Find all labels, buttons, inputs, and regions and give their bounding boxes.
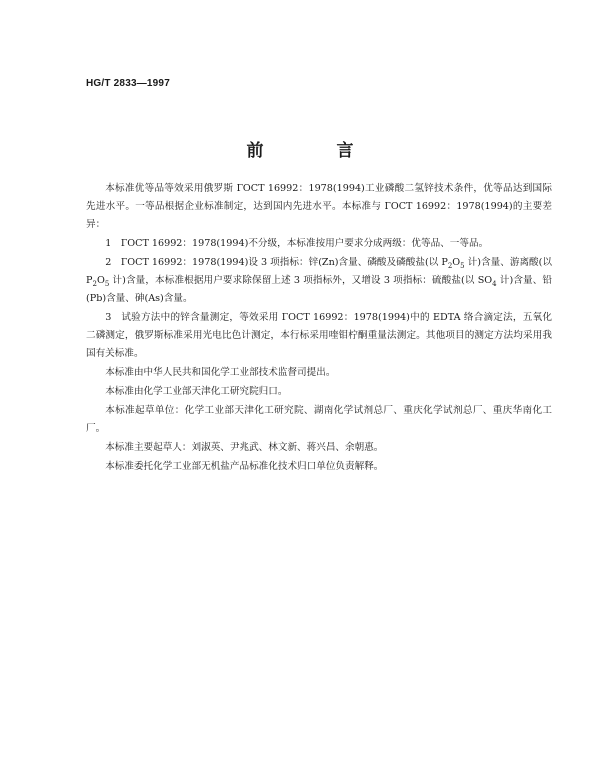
difference-item-3: 3 试验方法中的锌含量测定，等效采用 ГОСТ 16992：1978(1994)中的 EDTA 络合滴定法，五氧化二磷测定，俄罗斯标准采用光电比色计测定，本行标采用喹钼柠酮重量法测定。其他项目的测定方法均采用我国有关标准。 — [86, 312, 552, 359]
drafters-paragraph: 本标准主要起草人：刘淑英、尹兆武、林文新、蒋兴昌、余朝惠。 — [105, 442, 384, 453]
difference-item-2: 2 ГОСТ 16992：1978(1994)设 3 项指标：锌(Zn)含量、磷酸及磷酸盐(以 $P_2O_5$ 计)含量、游离酸(以 $P_2O_5$ 计)含量，本标准根据用户要求除保留上述 3 项指标外，又增设 3 项指标：硫酸盐(以 $SO_4$ 计)含量、铅(Pb)含量、砷(As)含量。 — [86, 257, 552, 304]
interpretation-paragraph: 本标准委托化学工业部无机盐产品标准化技术归口单位负责解释。 — [105, 461, 384, 472]
standard-code: HG/T 2833—1997 — [86, 78, 170, 89]
difference-item-1: 1 ГОСТ 16992：1978(1994)不分级，本标准按用户要求分成两级：优等品、一等品。 — [105, 238, 489, 249]
page-title: 前 言 — [246, 141, 382, 161]
proposer-paragraph: 本标准由中华人民共和国化学工业部技术监督司提出。 — [105, 367, 336, 378]
document-body — [86, 180, 552, 477]
intro-paragraph: 本标准优等品等效采用俄罗斯 ГОСТ 16992：1978(1994)工业磷酸二氢锌技术条件，优等品达到国际先进水平。一等品根据企业标准制定，达到国内先进水平。本标准与 ГОСТ 16992：1978(1994)的主要差异： — [86, 183, 552, 230]
drafting-units-paragraph: 本标准起草单位：化学工业部天津化工研究院、湖南化学试剂总厂、重庆化学试剂总厂、重庆华南化工厂。 — [86, 405, 552, 434]
centralized-unit-paragraph: 本标准由化学工业部天津化工研究院归口。 — [105, 386, 288, 397]
